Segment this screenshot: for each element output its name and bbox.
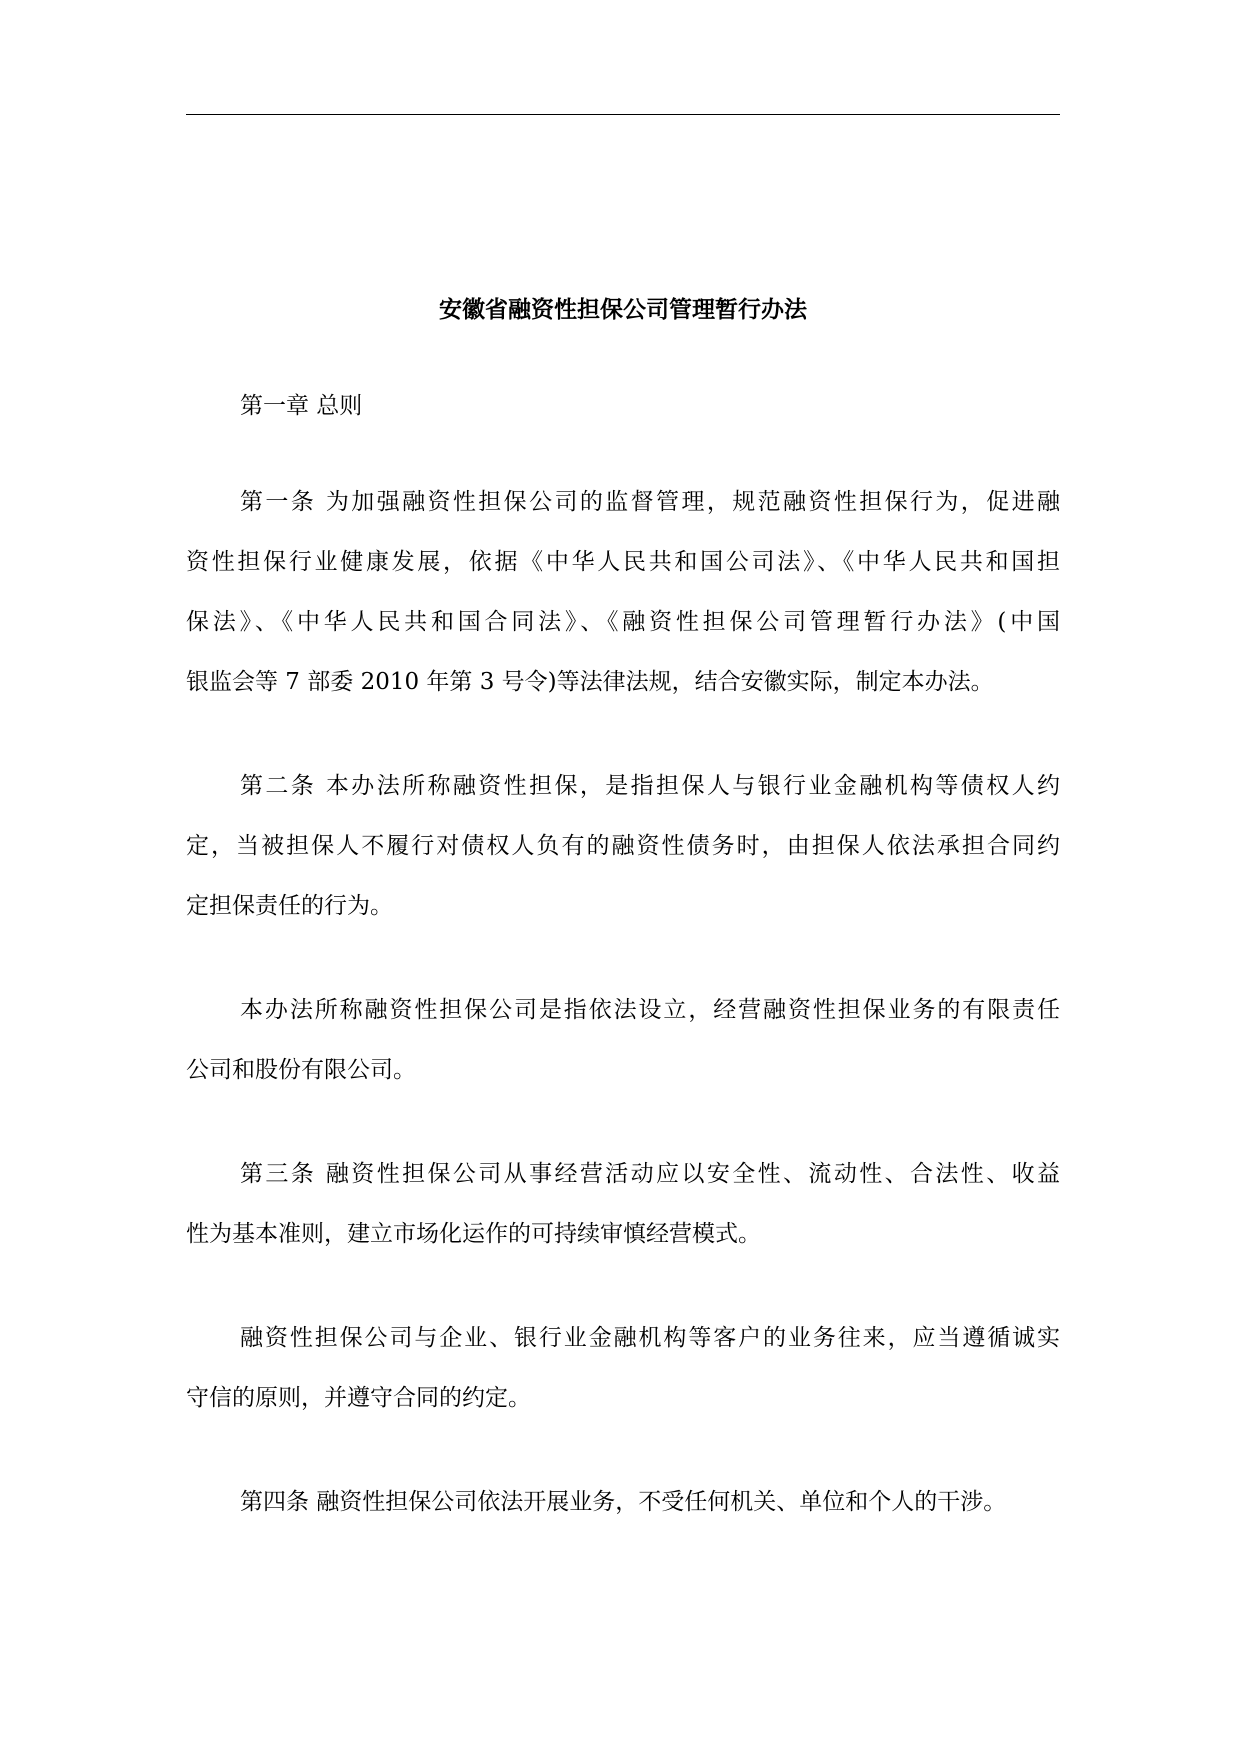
document-title: 安徽省融资性担保公司管理暂行办法 (439, 296, 807, 323)
paragraph-article-4 (186, 1482, 1060, 1542)
paragraph-line: 融资性担保公司与企业、银行业金融机构等客户的业务往来，应当遵循诚实 (240, 1325, 1060, 1351)
paragraph-line: 第四条 融资性担保公司依法开展业务，不受任何机关、单位和个人的干涉。 (240, 1489, 1007, 1515)
paragraph-line: 第一条 为加强融资性担保公司的监督管理，规范融资性担保行为，促进融 (240, 489, 1060, 515)
paragraph-article-2-definition (186, 990, 1060, 1110)
paragraph-article-3 (186, 1154, 1060, 1274)
paragraph-article-2 (186, 766, 1060, 946)
header-rule (186, 114, 1060, 115)
paragraph-line: 保法》、《中华人民共和国合同法》、《融资性担保公司管理暂行办法》(中国 (186, 609, 1060, 635)
paragraph-line: 公司和股份有限公司。 (186, 1057, 416, 1083)
paragraph-line: 守信的原则，并遵守合同的约定。 (186, 1385, 531, 1411)
paragraph-line: 本办法所称融资性担保公司是指依法设立，经营融资性担保业务的有限责任 (240, 997, 1060, 1023)
paragraph-line: 定担保责任的行为。 (186, 893, 393, 919)
paragraph-line: 资性担保行业健康发展，依据《中华人民共和国公司法》、《中华人民共和国担 (186, 549, 1060, 575)
paragraph-article-1 (186, 482, 1060, 722)
paragraph-line: 第二条 本办法所称融资性担保，是指担保人与银行业金融机构等债权人约 (240, 773, 1060, 799)
paragraph-line: 定，当被担保人不履行对债权人负有的融资性债务时，由担保人依法承担合同约 (186, 833, 1060, 859)
chapter-heading: 第一章 总则 (240, 393, 363, 419)
paragraph-article-3-clients (186, 1318, 1060, 1438)
paragraph-line: 性为基本准则，建立市场化运作的可持续审慎经营模式。 (186, 1221, 761, 1247)
paragraph-line: 第三条 融资性担保公司从事经营活动应以安全性、流动性、合法性、收益 (240, 1161, 1060, 1187)
paragraph-line: 银监会等 7 部委 2010 年第 3 号令)等法律法规，结合安徽实际，制定本办法。 (186, 669, 994, 695)
